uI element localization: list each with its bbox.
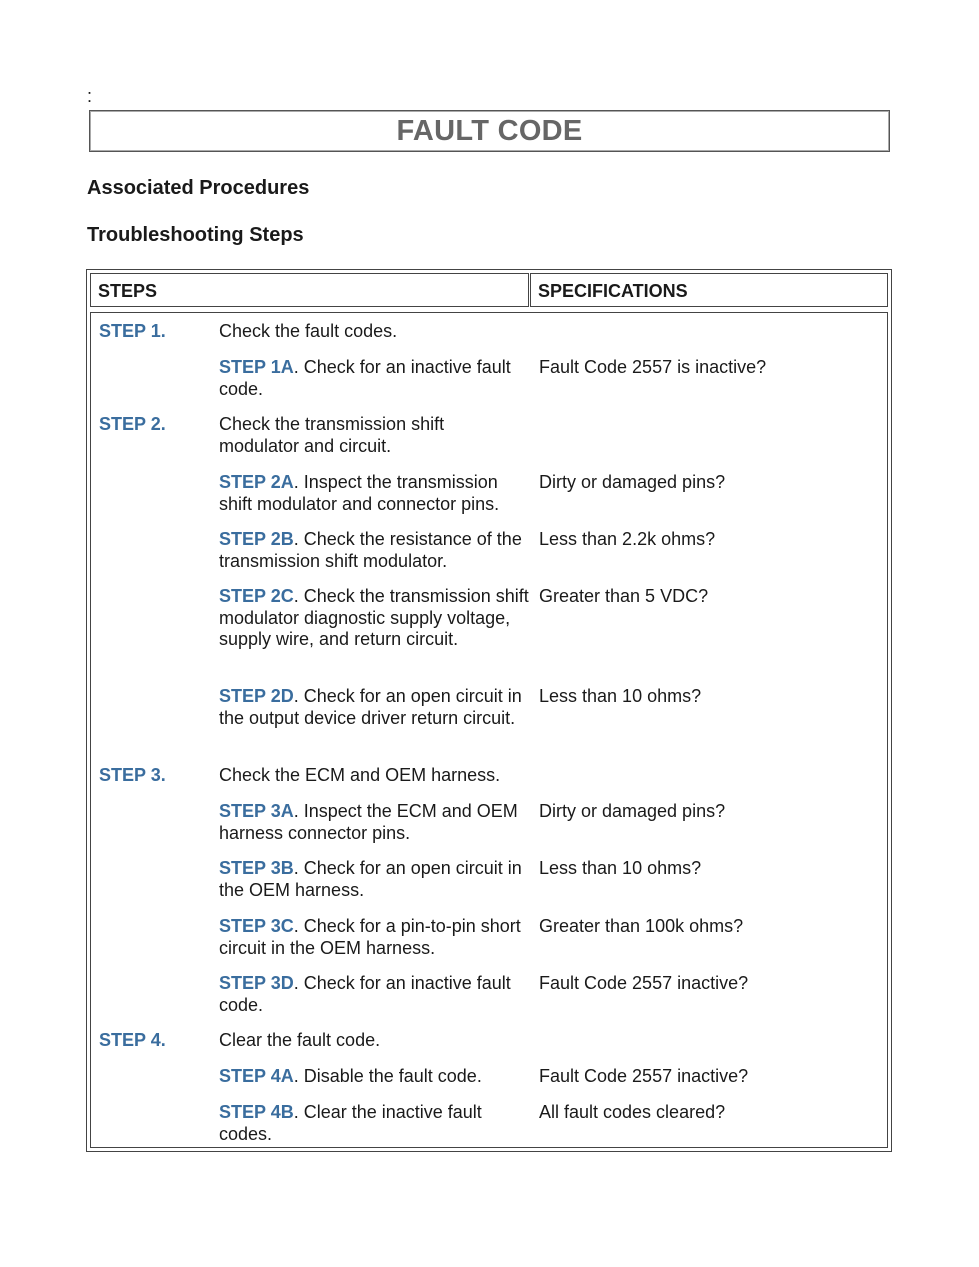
substep-link[interactable]: STEP 4A xyxy=(219,1066,294,1086)
step-specification: Fault Code 2557 inactive? xyxy=(539,973,749,993)
substep-text: . Inspect the transmission shift modulator and connector pins. xyxy=(219,472,500,514)
step-specification: Greater than 5 VDC? xyxy=(539,586,709,606)
step-description xyxy=(219,916,529,959)
substep-text: . Check for an inactive fault code. xyxy=(219,973,511,1015)
step-link[interactable]: STEP 1. xyxy=(99,321,166,341)
troubleshooting-steps-heading: Troubleshooting Steps xyxy=(87,224,304,246)
substep-link[interactable]: STEP 3A xyxy=(219,801,294,821)
step-description xyxy=(219,357,529,400)
step-description: Check the fault codes. xyxy=(219,321,398,341)
step-link[interactable]: STEP 3. xyxy=(99,765,166,785)
step-link[interactable]: STEP 4. xyxy=(99,1030,166,1050)
substep-link[interactable]: STEP 4B xyxy=(219,1102,294,1122)
table-body xyxy=(90,312,888,1148)
step-specification: Dirty or damaged pins? xyxy=(539,472,726,492)
page-title: FAULT CODE xyxy=(396,114,583,147)
step-description xyxy=(219,973,529,1016)
step-description xyxy=(219,586,529,651)
header-colon: : xyxy=(87,86,93,106)
step-description: Check the transmission shift modulator and circuit. xyxy=(219,414,445,456)
substep-link[interactable]: STEP 3C xyxy=(219,916,294,936)
step-specification: All fault codes cleared? xyxy=(539,1102,726,1122)
step-specification: Fault Code 2557 inactive? xyxy=(539,1066,749,1086)
substep-text: . Disable the fault code. xyxy=(293,1066,482,1086)
step-description xyxy=(219,686,529,729)
troubleshooting-table xyxy=(86,269,892,1152)
substep-text: . Check for an inactive fault code. xyxy=(219,357,511,399)
substep-link[interactable]: STEP 2C xyxy=(219,586,294,606)
substep-link[interactable]: STEP 1A xyxy=(219,357,294,377)
step-description xyxy=(219,1066,529,1088)
step-description xyxy=(219,1102,529,1145)
step-specification: Dirty or damaged pins? xyxy=(539,801,726,821)
substep-link[interactable]: STEP 2A xyxy=(219,472,294,492)
steps-column-header: STEPS xyxy=(90,273,529,307)
step-specification: Less than 2.2k ohms? xyxy=(539,529,716,549)
associated-procedures-heading: Associated Procedures xyxy=(87,177,310,199)
substep-text: . Check for a pin-to-pin short circuit in the OEM harness. xyxy=(219,916,521,958)
substep-link[interactable]: STEP 3D xyxy=(219,973,294,993)
step-description: Check the ECM and OEM harness. xyxy=(219,765,501,785)
step-description xyxy=(219,801,529,844)
substep-link[interactable]: STEP 2D xyxy=(219,686,294,706)
substep-link[interactable]: STEP 3B xyxy=(219,858,294,878)
step-specification: Fault Code 2557 is inactive? xyxy=(539,357,767,377)
substep-text: . Check for an open circuit in the output device driver return circuit. xyxy=(219,686,522,728)
substep-text: . Clear the inactive fault codes. xyxy=(219,1102,482,1144)
substep-text: . Check the resistance of the transmission shift modulator. xyxy=(219,529,522,571)
step-description xyxy=(219,472,529,515)
specifications-column-header: SPECIFICATIONS xyxy=(530,273,888,307)
substep-text: . Inspect the ECM and OEM harness connector pins. xyxy=(219,801,518,843)
step-specification: Less than 10 ohms? xyxy=(539,858,702,878)
step-description xyxy=(219,529,529,572)
substep-link[interactable]: STEP 2B xyxy=(219,529,294,549)
substep-text: . Check for an open circuit in the OEM harness. xyxy=(219,858,522,900)
step-specification: Greater than 100k ohms? xyxy=(539,916,744,936)
step-specification: Less than 10 ohms? xyxy=(539,686,702,706)
step-description xyxy=(219,858,529,901)
step-link[interactable]: STEP 2. xyxy=(99,414,166,434)
step-description: Clear the fault code. xyxy=(219,1030,381,1050)
substep-text: . Check the transmission shift modulator diagnostic supply voltage, supply wire, and return circuit. xyxy=(219,586,529,649)
fault-code-title-box xyxy=(89,110,890,152)
